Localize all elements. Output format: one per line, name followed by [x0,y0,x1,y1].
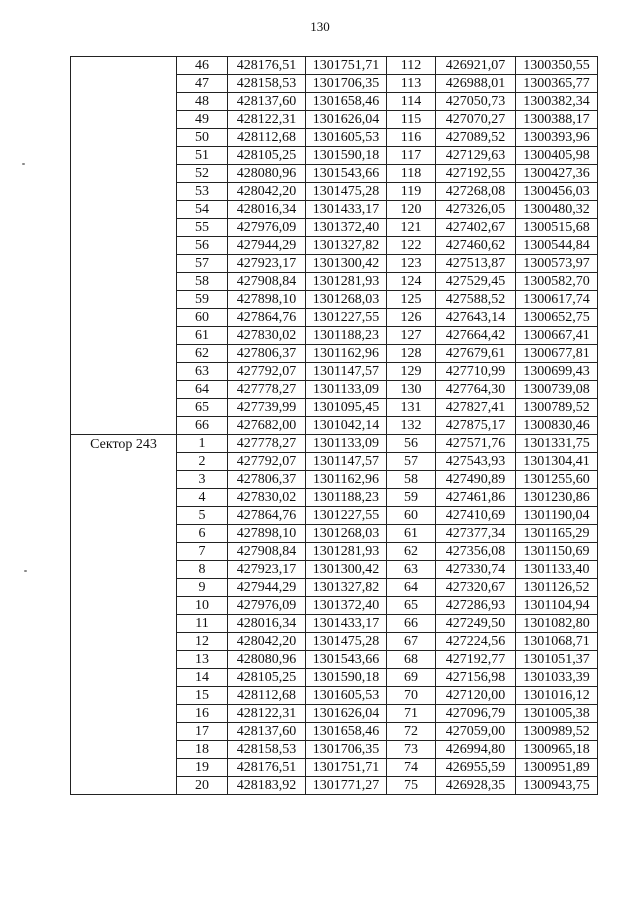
y-coordinate-cell: 1301165,29 [516,525,598,543]
point-number-cell: 68 [387,651,436,669]
y-coordinate-cell: 1301230,86 [516,489,598,507]
y-coordinate-cell: 1301051,37 [516,651,598,669]
coordinates-table-body [71,57,598,795]
x-coordinate-cell: 427778,27 [228,381,306,399]
x-coordinate-cell: 427356,08 [436,543,516,561]
y-coordinate-cell: 1301104,94 [516,597,598,615]
x-coordinate-cell: 427050,73 [436,93,516,111]
y-coordinate-cell: 1300573,97 [516,255,598,273]
x-coordinate-cell: 427543,93 [436,453,516,471]
x-coordinate-cell: 428176,51 [228,57,306,75]
point-number-cell: 2 [177,453,228,471]
point-number-cell: 67 [387,633,436,651]
x-coordinate-cell: 427864,76 [228,507,306,525]
y-coordinate-cell: 1301433,17 [306,201,387,219]
x-coordinate-cell: 427192,77 [436,651,516,669]
point-number-cell: 63 [177,363,228,381]
x-coordinate-cell: 427710,99 [436,363,516,381]
y-coordinate-cell: 1301188,23 [306,327,387,345]
point-number-cell: 49 [177,111,228,129]
y-coordinate-cell: 1301281,93 [306,273,387,291]
point-number-cell: 57 [387,453,436,471]
point-number-cell: 16 [177,705,228,723]
point-number-cell: 126 [387,309,436,327]
x-coordinate-cell: 428158,53 [228,741,306,759]
point-number-cell: 54 [177,201,228,219]
x-coordinate-cell: 428137,60 [228,723,306,741]
y-coordinate-cell: 1300989,52 [516,723,598,741]
x-coordinate-cell: 427070,27 [436,111,516,129]
point-number-cell: 15 [177,687,228,705]
x-coordinate-cell: 427764,30 [436,381,516,399]
y-coordinate-cell: 1300427,36 [516,165,598,183]
point-number-cell: 65 [387,597,436,615]
x-coordinate-cell: 428042,20 [228,633,306,651]
point-number-cell: 58 [387,471,436,489]
x-coordinate-cell: 427588,52 [436,291,516,309]
x-coordinate-cell: 427830,02 [228,327,306,345]
point-number-cell: 64 [177,381,228,399]
point-number-cell: 130 [387,381,436,399]
point-number-cell: 124 [387,273,436,291]
x-coordinate-cell: 427679,61 [436,345,516,363]
x-coordinate-cell: 427792,07 [228,363,306,381]
x-coordinate-cell: 427898,10 [228,525,306,543]
point-number-cell: 52 [177,165,228,183]
x-coordinate-cell: 428122,31 [228,111,306,129]
x-coordinate-cell: 427156,98 [436,669,516,687]
x-coordinate-cell: 427490,89 [436,471,516,489]
y-coordinate-cell: 1301706,35 [306,741,387,759]
y-coordinate-cell: 1301095,45 [306,399,387,417]
x-coordinate-cell: 427827,41 [436,399,516,417]
point-number-cell: 19 [177,759,228,777]
x-coordinate-cell: 427643,14 [436,309,516,327]
x-coordinate-cell: 427571,76 [436,435,516,453]
y-coordinate-cell: 1300739,08 [516,381,598,399]
y-coordinate-cell: 1300544,84 [516,237,598,255]
y-coordinate-cell: 1301605,53 [306,129,387,147]
x-coordinate-cell: 428122,31 [228,705,306,723]
point-number-cell: 74 [387,759,436,777]
x-coordinate-cell: 427460,62 [436,237,516,255]
point-number-cell: 13 [177,651,228,669]
point-number-cell: 58 [177,273,228,291]
x-coordinate-cell: 427944,29 [228,237,306,255]
x-coordinate-cell: 428183,92 [228,777,306,795]
point-number-cell: 66 [387,615,436,633]
y-coordinate-cell: 1301227,55 [306,507,387,525]
y-coordinate-cell: 1301190,04 [516,507,598,525]
x-coordinate-cell: 426928,35 [436,777,516,795]
y-coordinate-cell: 1300515,68 [516,219,598,237]
y-coordinate-cell: 1300365,77 [516,75,598,93]
y-coordinate-cell: 1300405,98 [516,147,598,165]
x-coordinate-cell: 427806,37 [228,471,306,489]
point-number-cell: 117 [387,147,436,165]
y-coordinate-cell: 1301751,71 [306,57,387,75]
x-coordinate-cell: 427192,55 [436,165,516,183]
x-coordinate-cell: 426921,07 [436,57,516,75]
x-coordinate-cell: 427529,45 [436,273,516,291]
point-number-cell: 1 [177,435,228,453]
x-coordinate-cell: 427402,67 [436,219,516,237]
y-coordinate-cell: 1301268,03 [306,525,387,543]
point-number-cell: 118 [387,165,436,183]
y-coordinate-cell: 1301126,52 [516,579,598,597]
x-coordinate-cell: 427944,29 [228,579,306,597]
y-coordinate-cell: 1301268,03 [306,291,387,309]
x-coordinate-cell: 428137,60 [228,93,306,111]
point-number-cell: 46 [177,57,228,75]
x-coordinate-cell: 428112,68 [228,129,306,147]
y-coordinate-cell: 1301042,14 [306,417,387,435]
y-coordinate-cell: 1301162,96 [306,345,387,363]
point-number-cell: 47 [177,75,228,93]
y-coordinate-cell: 1301150,69 [516,543,598,561]
point-number-cell: 6 [177,525,228,543]
x-coordinate-cell: 428016,34 [228,201,306,219]
point-number-cell: 7 [177,543,228,561]
y-coordinate-cell: 1301658,46 [306,723,387,741]
y-coordinate-cell: 1300393,96 [516,129,598,147]
point-number-cell: 3 [177,471,228,489]
point-number-cell: 59 [387,489,436,507]
x-coordinate-cell: 427286,93 [436,597,516,615]
x-coordinate-cell: 427923,17 [228,561,306,579]
point-number-cell: 70 [387,687,436,705]
point-number-cell: 131 [387,399,436,417]
point-number-cell: 69 [387,669,436,687]
x-coordinate-cell: 427778,27 [228,435,306,453]
y-coordinate-cell: 1300382,34 [516,93,598,111]
x-coordinate-cell: 427898,10 [228,291,306,309]
point-number-cell: 72 [387,723,436,741]
point-number-cell: 63 [387,561,436,579]
point-number-cell: 62 [177,345,228,363]
x-coordinate-cell: 427330,74 [436,561,516,579]
point-number-cell: 56 [177,237,228,255]
y-coordinate-cell: 1301327,82 [306,237,387,255]
y-coordinate-cell: 1301133,40 [516,561,598,579]
x-coordinate-cell: 427249,50 [436,615,516,633]
x-coordinate-cell: 427664,42 [436,327,516,345]
point-number-cell: 8 [177,561,228,579]
x-coordinate-cell: 428016,34 [228,615,306,633]
x-coordinate-cell: 428042,20 [228,183,306,201]
sector-name-cell [71,57,177,435]
sector-name-cell: Сектор 243 [71,435,177,795]
x-coordinate-cell: 427513,87 [436,255,516,273]
x-coordinate-cell: 428080,96 [228,651,306,669]
point-number-cell: 71 [387,705,436,723]
point-number-cell: 60 [177,309,228,327]
y-coordinate-cell: 1301304,41 [516,453,598,471]
x-coordinate-cell: 427792,07 [228,453,306,471]
point-number-cell: 121 [387,219,436,237]
y-coordinate-cell: 1301771,27 [306,777,387,795]
y-coordinate-cell: 1301433,17 [306,615,387,633]
point-number-cell: 116 [387,129,436,147]
x-coordinate-cell: 428105,25 [228,147,306,165]
y-coordinate-cell: 1301082,80 [516,615,598,633]
point-number-cell: 50 [177,129,228,147]
x-coordinate-cell: 427875,17 [436,417,516,435]
y-coordinate-cell: 1301188,23 [306,489,387,507]
y-coordinate-cell: 1300617,74 [516,291,598,309]
x-coordinate-cell: 428158,53 [228,75,306,93]
y-coordinate-cell: 1301300,42 [306,255,387,273]
y-coordinate-cell: 1301372,40 [306,219,387,237]
y-coordinate-cell: 1301133,09 [306,435,387,453]
y-coordinate-cell: 1301751,71 [306,759,387,777]
y-coordinate-cell: 1301590,18 [306,147,387,165]
y-coordinate-cell: 1300456,03 [516,183,598,201]
x-coordinate-cell: 427864,76 [228,309,306,327]
point-number-cell: 119 [387,183,436,201]
y-coordinate-cell: 1301626,04 [306,705,387,723]
y-coordinate-cell: 1301162,96 [306,471,387,489]
point-number-cell: 115 [387,111,436,129]
y-coordinate-cell: 1301475,28 [306,633,387,651]
point-number-cell: 12 [177,633,228,651]
point-number-cell: 20 [177,777,228,795]
point-number-cell: 55 [177,219,228,237]
x-coordinate-cell: 427976,09 [228,219,306,237]
y-coordinate-cell: 1300789,52 [516,399,598,417]
x-coordinate-cell: 427806,37 [228,345,306,363]
point-number-cell: 128 [387,345,436,363]
point-number-cell: 60 [387,507,436,525]
point-number-cell: 18 [177,741,228,759]
y-coordinate-cell: 1301626,04 [306,111,387,129]
x-coordinate-cell: 427908,84 [228,273,306,291]
y-coordinate-cell: 1301543,66 [306,165,387,183]
x-coordinate-cell: 427224,56 [436,633,516,651]
y-coordinate-cell: 1300652,75 [516,309,598,327]
y-coordinate-cell: 1301372,40 [306,597,387,615]
y-coordinate-cell: 1301331,75 [516,435,598,453]
x-coordinate-cell: 427461,86 [436,489,516,507]
x-coordinate-cell: 427129,63 [436,147,516,165]
y-coordinate-cell: 1301068,71 [516,633,598,651]
point-number-cell: 66 [177,417,228,435]
x-coordinate-cell: 427268,08 [436,183,516,201]
point-number-cell: 120 [387,201,436,219]
x-coordinate-cell: 427682,00 [228,417,306,435]
point-number-cell: 57 [177,255,228,273]
point-number-cell: 123 [387,255,436,273]
page-number: 130 [310,19,330,34]
x-coordinate-cell: 427976,09 [228,597,306,615]
x-coordinate-cell: 427059,00 [436,723,516,741]
point-number-cell: 113 [387,75,436,93]
point-number-cell: 112 [387,57,436,75]
y-coordinate-cell: 1300677,81 [516,345,598,363]
x-coordinate-cell: 427739,99 [228,399,306,417]
x-coordinate-cell: 428176,51 [228,759,306,777]
x-coordinate-cell: 427120,00 [436,687,516,705]
y-coordinate-cell: 1300388,17 [516,111,598,129]
table-row [71,435,598,453]
y-coordinate-cell: 1300951,89 [516,759,598,777]
x-coordinate-cell: 427089,52 [436,129,516,147]
x-coordinate-cell: 427830,02 [228,489,306,507]
y-coordinate-cell: 1301033,39 [516,669,598,687]
y-coordinate-cell: 1301255,60 [516,471,598,489]
point-number-cell: 61 [387,525,436,543]
y-coordinate-cell: 1300830,46 [516,417,598,435]
y-coordinate-cell: 1301327,82 [306,579,387,597]
point-number-cell: 4 [177,489,228,507]
point-number-cell: 65 [177,399,228,417]
scan-speck [24,570,27,572]
point-number-cell: 11 [177,615,228,633]
point-number-cell: 5 [177,507,228,525]
point-number-cell: 61 [177,327,228,345]
point-number-cell: 51 [177,147,228,165]
point-number-cell: 10 [177,597,228,615]
x-coordinate-cell: 427410,69 [436,507,516,525]
x-coordinate-cell: 427096,79 [436,705,516,723]
y-coordinate-cell: 1300667,41 [516,327,598,345]
point-number-cell: 132 [387,417,436,435]
point-number-cell: 59 [177,291,228,309]
x-coordinate-cell: 427377,34 [436,525,516,543]
y-coordinate-cell: 1301016,12 [516,687,598,705]
x-coordinate-cell: 426988,01 [436,75,516,93]
x-coordinate-cell: 427908,84 [228,543,306,561]
point-number-cell: 114 [387,93,436,111]
point-number-cell: 64 [387,579,436,597]
y-coordinate-cell: 1301706,35 [306,75,387,93]
point-number-cell: 122 [387,237,436,255]
x-coordinate-cell: 428105,25 [228,669,306,687]
table-row [71,57,598,75]
point-number-cell: 75 [387,777,436,795]
point-number-cell: 125 [387,291,436,309]
y-coordinate-cell: 1301147,57 [306,363,387,381]
y-coordinate-cell: 1301300,42 [306,561,387,579]
y-coordinate-cell: 1301005,38 [516,705,598,723]
point-number-cell: 129 [387,363,436,381]
y-coordinate-cell: 1300582,70 [516,273,598,291]
point-number-cell: 62 [387,543,436,561]
y-coordinate-cell: 1300350,55 [516,57,598,75]
y-coordinate-cell: 1301281,93 [306,543,387,561]
point-number-cell: 9 [177,579,228,597]
point-number-cell: 17 [177,723,228,741]
scan-speck [22,163,25,165]
y-coordinate-cell: 1301658,46 [306,93,387,111]
y-coordinate-cell: 1301590,18 [306,669,387,687]
y-coordinate-cell: 1301543,66 [306,651,387,669]
y-coordinate-cell: 1301133,09 [306,381,387,399]
point-number-cell: 73 [387,741,436,759]
coordinates-table [70,56,598,795]
point-number-cell: 53 [177,183,228,201]
x-coordinate-cell: 426994,80 [436,741,516,759]
y-coordinate-cell: 1300699,43 [516,363,598,381]
point-number-cell: 48 [177,93,228,111]
point-number-cell: 14 [177,669,228,687]
y-coordinate-cell: 1301475,28 [306,183,387,201]
x-coordinate-cell: 428112,68 [228,687,306,705]
x-coordinate-cell: 427320,67 [436,579,516,597]
x-coordinate-cell: 427923,17 [228,255,306,273]
y-coordinate-cell: 1301227,55 [306,309,387,327]
y-coordinate-cell: 1300943,75 [516,777,598,795]
x-coordinate-cell: 428080,96 [228,165,306,183]
y-coordinate-cell: 1300480,32 [516,201,598,219]
y-coordinate-cell: 1300965,18 [516,741,598,759]
point-number-cell: 56 [387,435,436,453]
x-coordinate-cell: 426955,59 [436,759,516,777]
y-coordinate-cell: 1301605,53 [306,687,387,705]
point-number-cell: 127 [387,327,436,345]
y-coordinate-cell: 1301147,57 [306,453,387,471]
x-coordinate-cell: 427326,05 [436,201,516,219]
